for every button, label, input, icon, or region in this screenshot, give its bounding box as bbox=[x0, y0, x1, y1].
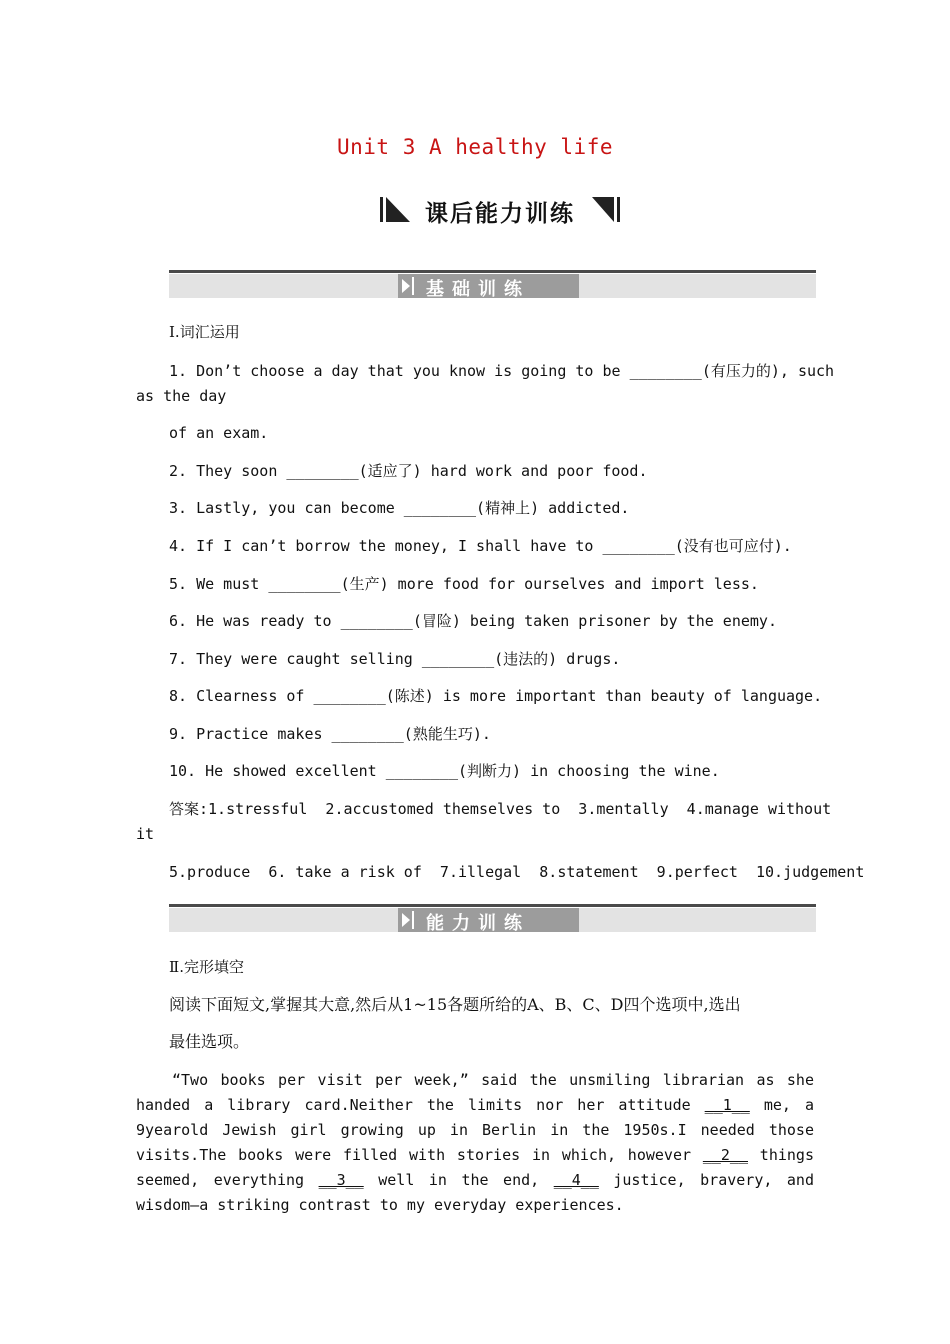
answer-line2: it bbox=[136, 825, 155, 843]
question-2: 2. They soon ________(适应了) hard work and poor food. bbox=[169, 462, 648, 480]
question-3: 3. Lastly, you can become ________(精神上) addicted. bbox=[169, 499, 630, 517]
question-9: 9. Practice makes ________(熟能生巧). bbox=[169, 725, 491, 743]
cloze-passage bbox=[136, 1068, 814, 1218]
question-10: 10. He showed excellent ________(判断力) in choosing the wine. bbox=[169, 762, 720, 780]
question-5: 5. We must ________(生产) more food for ourselves and import less. bbox=[169, 575, 759, 593]
section-bar-basic bbox=[169, 270, 816, 299]
passage-text: “Two books per visit per week,” said the unsmiling librarian as she handed a library card.Neither the limits nor her attitude bbox=[136, 1071, 814, 1114]
section-title-basic: 基础训练 bbox=[426, 279, 530, 300]
blank-4: __4__ bbox=[553, 1171, 599, 1189]
section-bar-ability bbox=[169, 904, 816, 933]
blank-1: __1__ bbox=[704, 1096, 750, 1114]
question-1-line2: as the day bbox=[136, 387, 227, 405]
blank-2: __2__ bbox=[702, 1146, 748, 1164]
cloze-heading: Ⅱ.完形填空 bbox=[169, 958, 244, 976]
blank-3: __3__ bbox=[318, 1171, 364, 1189]
cloze-instruction-line1: 阅读下面短文,掌握其大意,然后从1~15各题所给的A、B、C、D四个选项中,选出 bbox=[169, 995, 741, 1014]
answer-line3: 5.produce 6. take a risk of 7.illegal 8.statement 9.perfect 10.judgement bbox=[169, 863, 865, 881]
cloze-instruction-line2: 最佳选项。 bbox=[169, 1032, 250, 1051]
arrow-icon bbox=[402, 913, 410, 927]
question-7: 7. They were caught selling ________(违法的) drugs. bbox=[169, 650, 621, 668]
arrow-icon bbox=[402, 279, 410, 293]
unit-title: Unit 3 A healthy life bbox=[336, 135, 613, 159]
banner bbox=[380, 194, 620, 226]
question-1-line3: of an exam. bbox=[169, 424, 269, 442]
question-1-line1: 1. Don’t choose a day that you know is going to be ________(有压力的), such bbox=[169, 362, 835, 380]
passage-text: things seemed, everything bbox=[136, 1146, 814, 1189]
banner-title: 课后能力训练 bbox=[425, 201, 575, 227]
question-4: 4. If I can’t borrow the money, I shall have to ________(没有也可应付). bbox=[169, 537, 792, 555]
answer-line1: 答案:1.stressful 2.accustomed themselves to 3.mentally 4.manage without bbox=[169, 800, 832, 818]
section-title-ability: 能力训练 bbox=[426, 913, 530, 934]
passage-text: justice, bravery, and wisdom—a striking contrast to my everyday experiences. bbox=[136, 1171, 814, 1214]
question-8: 8. Clearness of ________(陈述) is more important than beauty of language. bbox=[169, 687, 823, 705]
vocab-heading: Ⅰ.词汇运用 bbox=[169, 323, 240, 341]
passage-text: well in the end, bbox=[363, 1171, 554, 1189]
passage-text: me, a 9yearold Jewish girl growing up in Berlin in the 1950s.I needed those visits.The books were filled with stories in which, however bbox=[136, 1096, 814, 1164]
question-6: 6. He was ready to ________(冒险) being taken prisoner by the enemy. bbox=[169, 612, 777, 630]
